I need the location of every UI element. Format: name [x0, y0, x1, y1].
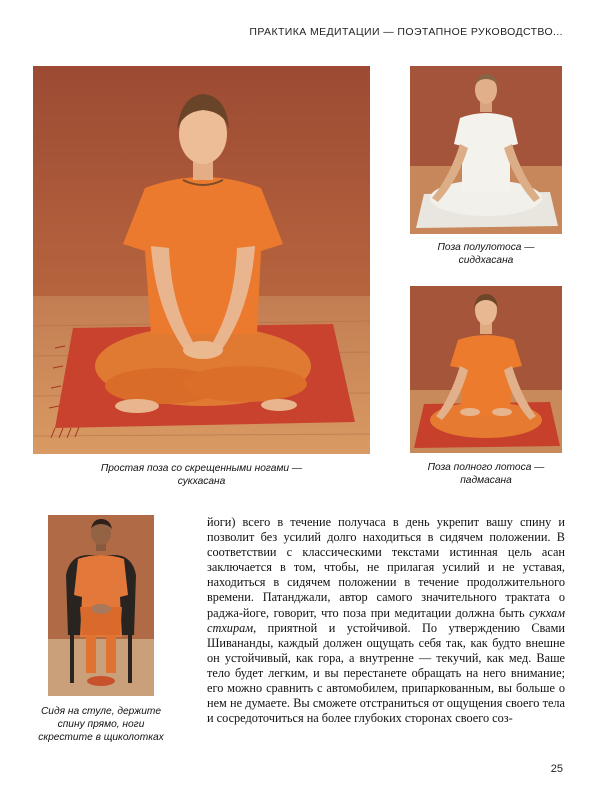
caption-chair-line1: Сидя на стуле, держите [40, 706, 162, 717]
body-text [207, 515, 565, 726]
caption-siddhasana-line1: Поза полулотоса — [437, 242, 535, 253]
caption-chair [24, 705, 178, 744]
page-number: 25 [550, 763, 563, 775]
caption-siddhasana-line2: сиддхасана [458, 255, 514, 266]
photo-padmasana [410, 286, 562, 453]
photo-siddhasana [410, 66, 562, 234]
body-text-part1: йоги) всего в течение получаса в день укрепит вашу спину и позволит без усилий долго находиться в сидячем положении. В соответствии с классическими текстами истинная цель асан заключается в том, чтобы, не прилагая усилий и не уставая, находиться в сидячем положении в течение продолжительного времени. Патанджали, автор самого значительного трактата о раджа-йоге, говорит, что поза при медитации должна быть [207, 515, 565, 620]
caption-sukhasana-line2: сукхасана [177, 476, 226, 487]
caption-padmasana-line1: Поза полного лотоса — [427, 462, 545, 473]
caption-padmasana [410, 461, 562, 487]
photo-chair [48, 515, 154, 696]
photo-sukhasana [33, 66, 370, 454]
running-title: ПРАКТИКА МЕДИТАЦИИ — ПОЭТАПНОЕ РУКОВОДСТВО... [249, 26, 563, 38]
body-text-part2: приятной и устойчивой. По утверждению Свами Шивананды, каждый должен ощущать себя так, как будто внешне он устойчивый, как гора, а внутренне — текучий, как мед. Ваше тело будет легким, и вы перестанете обращать на него внимание; его можно сравнить с автомобилем, припаркованным, вы больше о нем не думаете. Вы сможете отстраниться от ощущения своего тела и сосредоточиться на более глубоких сторонах своего соз- [207, 620, 565, 726]
caption-chair-line3: скрестите в щиколотках [38, 732, 164, 743]
caption-padmasana-line2: падмасана [460, 475, 512, 486]
caption-chair-line2: спину прямо, ноги [57, 719, 145, 730]
caption-siddhasana [410, 241, 562, 267]
caption-sukhasana [33, 462, 370, 488]
caption-sukhasana-line1: Простая поза со скрещенными ногами — [100, 463, 303, 474]
body-text-emphasis: сукхам стхирам, [207, 605, 565, 635]
